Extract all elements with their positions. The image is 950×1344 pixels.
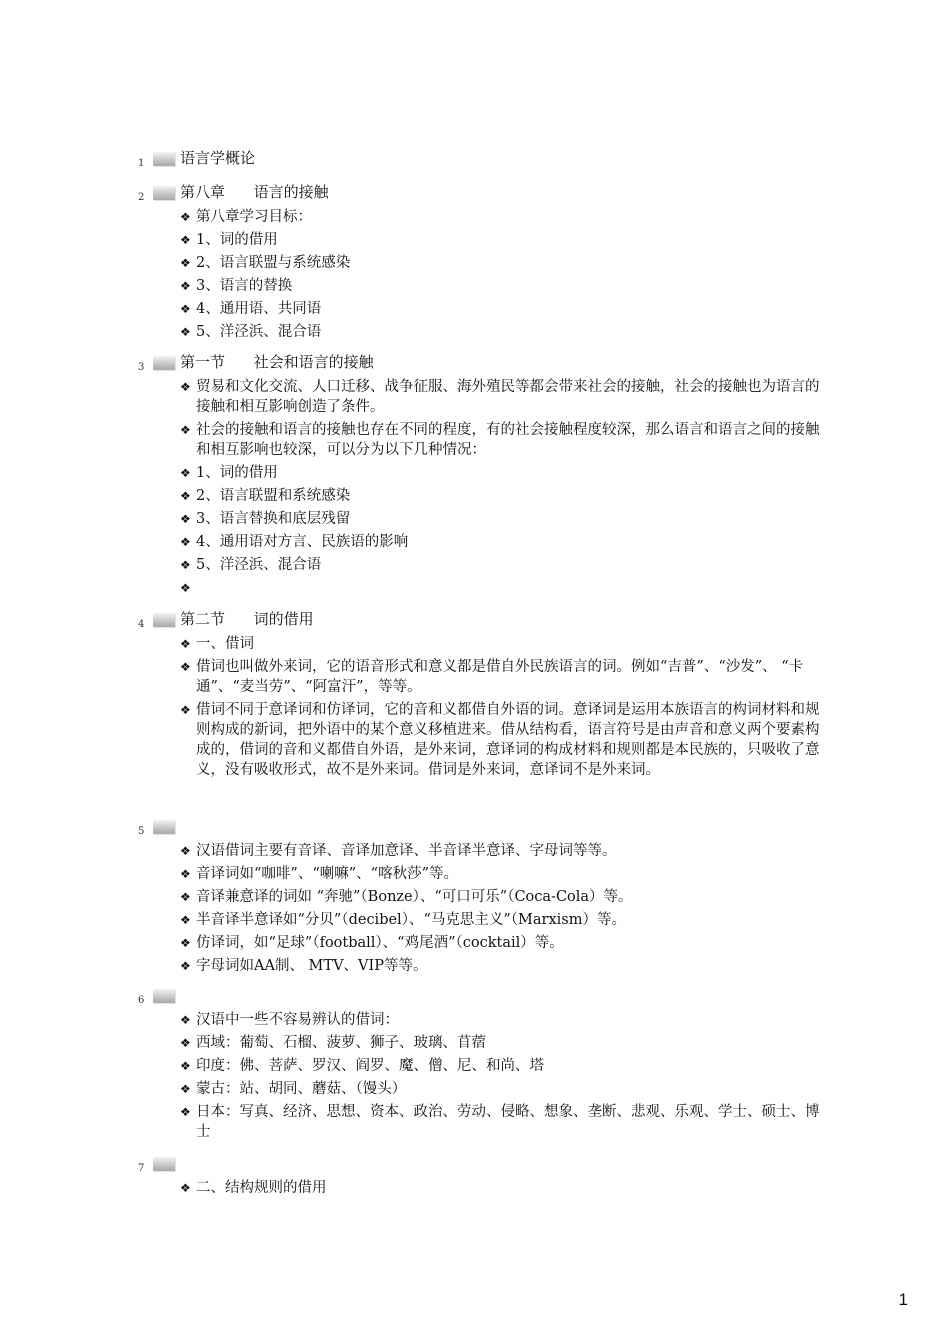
bullet-icon: ❖: [180, 1059, 191, 1073]
bullet-icon: ❖: [180, 867, 191, 881]
slide-title: 第二节 词的借用: [180, 610, 314, 628]
bullet-text: 借词不同于意译词和仿译词，它的音和义都借自外语的词。意译词是运用本族语言的构词材料和规则构成的新词，把外语中的某个意义移植进来。借从结构看，语言符号是由声音和意义两个要素构成的，借词的音和义都借自外语，是外来词，意译词的构成材料和规则都是本民族的，只吸收了意义，没有吸收形式，故不是外来词。借词是外来词，意译词不是外来词。: [196, 702, 820, 778]
bullet-icon: ❖: [180, 535, 191, 549]
bullet-icon: ❖: [180, 581, 191, 595]
bullet-icon: ❖: [180, 210, 191, 224]
bullet-item: [180, 933, 825, 953]
bullet-icon: ❖: [180, 1105, 191, 1119]
bullet-icon: ❖: [180, 1181, 191, 1195]
bullet-icon: ❖: [180, 380, 191, 394]
bullet-text: 借词也叫做外来词，它的语音形式和意义都是借自外民族语言的词。例如“吉普”、“沙发”、 “卡通”、“麦当劳”、“阿富汗”，等等。: [196, 659, 804, 695]
bullet-text: 贸易和文化交流、人口迁移、战争征服、海外殖民等都会带来社会的接触，社会的接触也为语言的接触和相互影响创造了条件。: [196, 379, 820, 415]
bullet-item: [180, 253, 825, 273]
bullet-item: [180, 1102, 825, 1142]
bullet-item: [180, 486, 825, 506]
bullet-item: [180, 910, 825, 930]
bullet-item: [180, 299, 825, 319]
bullet-icon: ❖: [180, 466, 191, 480]
bullet-icon: ❖: [180, 233, 191, 247]
bullet-item: [180, 207, 825, 227]
slide-thumbnail-icon: [153, 152, 175, 166]
slide-number: 4: [138, 619, 145, 630]
bullet-icon: ❖: [180, 844, 191, 858]
bullet-icon: ❖: [180, 1082, 191, 1096]
bullet-item: [180, 578, 825, 598]
bullet-item: [180, 956, 825, 976]
bullet-text: 5、洋泾浜、混合语: [196, 557, 322, 573]
bullet-icon: ❖: [180, 890, 191, 904]
slide-number: 1: [138, 158, 145, 169]
bullet-text: 音译兼意译的词如 “奔驰”（Bonze）、“可口可乐”（Coca-Cola）等。: [196, 889, 633, 905]
bullet-text: 4、通用语对方言、民族语的影响: [196, 534, 409, 550]
bullet-item: [180, 230, 825, 250]
bullet-text: 半音译半意译如“分贝”（decibel）、“马克思主义”（Marxism）等。: [196, 912, 626, 928]
bullet-text: 1、词的借用: [196, 465, 278, 481]
bullet-text: 一、借词: [196, 636, 254, 652]
bullet-list: [180, 207, 825, 345]
page-number: 1: [898, 1290, 908, 1309]
bullet-text: 第八章学习目标：: [196, 209, 312, 225]
bullet-item: [180, 1010, 825, 1030]
bullet-icon: ❖: [180, 423, 191, 437]
bullet-text: 二、结构规则的借用: [196, 1180, 327, 1196]
bullet-text: 3、语言替换和底层残留: [196, 511, 351, 527]
slide-thumbnail-icon: [153, 989, 175, 1003]
bullet-text: 西域：葡萄、石榴、菠萝、狮子、玻璃、苜蓿: [196, 1035, 486, 1051]
bullet-item: [180, 887, 825, 907]
bullet-text: 仿译词，如“足球”（football）、“鸡尾酒”（cocktail）等。: [196, 935, 564, 951]
bullet-text: 汉语借词主要有音译、音译加意译、半音译半意译、字母词等等。: [196, 843, 617, 859]
bullet-list: [180, 634, 825, 783]
bullet-icon: ❖: [180, 558, 191, 572]
bullet-text: 字母词如AA制、 MTV、VIP等等。: [196, 958, 428, 974]
bullet-item: [180, 276, 825, 296]
bullet-icon: ❖: [180, 512, 191, 526]
bullet-item: [180, 1033, 825, 1053]
bullet-item: [180, 1079, 825, 1099]
bullet-item: [180, 1178, 825, 1198]
slide-thumbnail-icon: [153, 613, 175, 627]
bullet-text: 蒙古：站、胡同、蘑菇、（馒头）: [196, 1081, 407, 1097]
bullet-icon: ❖: [180, 913, 191, 927]
bullet-text: 5、洋泾浜、混合语: [196, 324, 322, 340]
bullet-icon: ❖: [180, 1036, 191, 1050]
slide-number: 3: [138, 362, 145, 373]
bullet-text: 音译词如“咖啡”、“喇嘛”、“喀秋莎”等。: [196, 866, 458, 882]
slide-thumbnail-icon: [153, 820, 175, 834]
slide-thumbnail-icon: [153, 186, 175, 200]
bullet-item: [180, 841, 825, 861]
slide-number: 6: [138, 995, 145, 1006]
bullet-icon: ❖: [180, 302, 191, 316]
bullet-text: 印度：佛、菩萨、罗汉、阎罗、魔、僧、尼、和尚、塔: [196, 1058, 544, 1074]
bullet-item: [180, 463, 825, 483]
slide-title: 语言学概论: [180, 149, 256, 167]
slide-title: 第八章 语言的接触: [180, 183, 329, 201]
bullet-list: [180, 377, 825, 601]
bullet-text: 1、词的借用: [196, 232, 278, 248]
bullet-icon: ❖: [180, 279, 191, 293]
bullet-text: 社会的接触和语言的接触也存在不同的程度，有的社会接触程度较深，那么语言和语言之间的接触和相互影响也较深，可以分为以下几种情况：: [196, 422, 820, 458]
bullet-list: [180, 841, 825, 979]
bullet-icon: ❖: [180, 256, 191, 270]
bullet-item: [180, 532, 825, 552]
slide-thumbnail-icon: [153, 1157, 175, 1171]
bullet-icon: ❖: [180, 936, 191, 950]
slide-number: 5: [138, 826, 145, 837]
bullet-icon: ❖: [180, 637, 191, 651]
slide-number: 2: [138, 192, 145, 203]
bullet-icon: ❖: [180, 325, 191, 339]
bullet-item: [180, 700, 825, 780]
bullet-item: [180, 509, 825, 529]
bullet-text: 4、通用语、共同语: [196, 301, 322, 317]
bullet-icon: ❖: [180, 489, 191, 503]
bullet-item: [180, 634, 825, 654]
bullet-list: [180, 1178, 825, 1201]
bullet-item: [180, 555, 825, 575]
bullet-text: 2、语言联盟与系统感染: [196, 255, 351, 271]
bullet-icon: ❖: [180, 959, 191, 973]
bullet-text: 3、语言的替换: [196, 278, 293, 294]
bullet-item: [180, 864, 825, 884]
slide-number: 7: [138, 1163, 145, 1174]
bullet-text: 日本：写真、经济、思想、资本、政治、劳动、侵略、想象、垄断、悲观、乐观、学士、硕士、博士: [196, 1104, 820, 1140]
slide-thumbnail-icon: [153, 356, 175, 370]
bullet-item: [180, 420, 825, 460]
bullet-item: [180, 377, 825, 417]
bullet-icon: ❖: [180, 703, 191, 717]
bullet-icon: ❖: [180, 1013, 191, 1027]
bullet-icon: ❖: [180, 660, 191, 674]
bullet-text: 2、语言联盟和系统感染: [196, 488, 351, 504]
bullet-item: [180, 322, 825, 342]
bullet-item: [180, 657, 825, 697]
bullet-list: [180, 1010, 825, 1145]
bullet-text: 汉语中一些不容易辨认的借词：: [196, 1012, 399, 1028]
bullet-item: [180, 1056, 825, 1076]
slide-title: 第一节 社会和语言的接触: [180, 353, 374, 371]
